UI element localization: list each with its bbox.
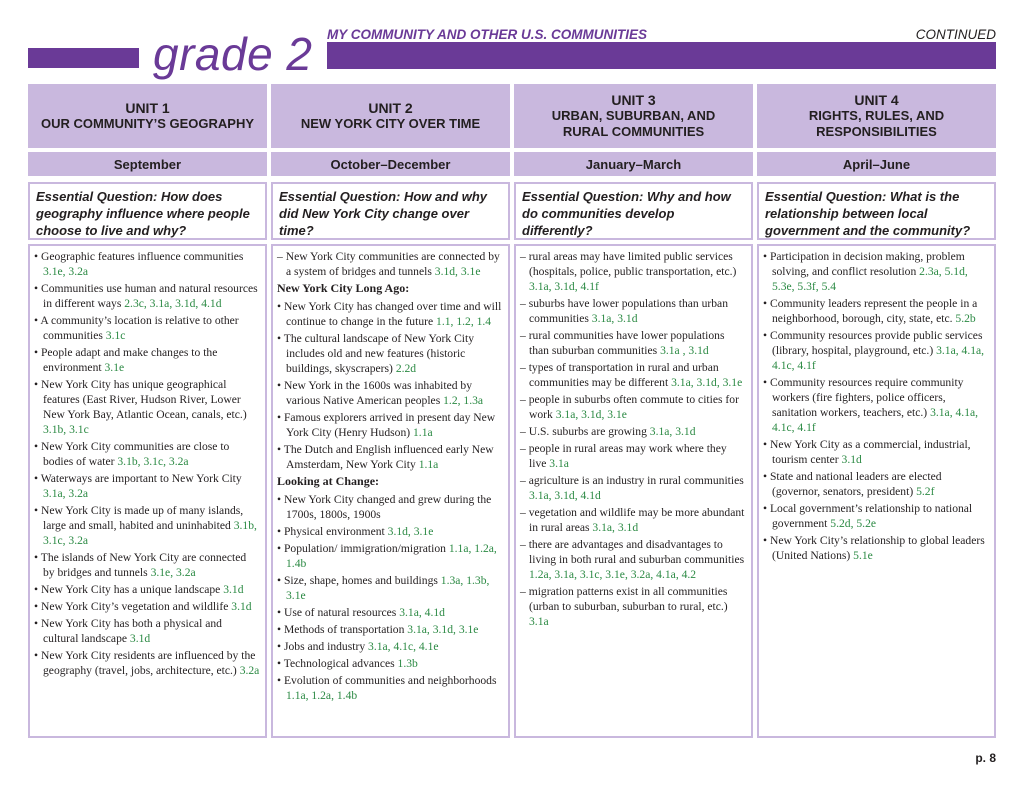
unit-title: URBAN, SUBURBAN, AND RURAL COMMUNITIES (551, 108, 716, 139)
standard-code: 5.2f (916, 485, 935, 498)
unit-content (757, 244, 996, 738)
item-text: • New York City has changed over time and will continue to change in the future (277, 300, 502, 328)
list-item (34, 377, 260, 437)
list-item (34, 471, 260, 501)
unit-title: OUR COMMUNITY’S GEOGRAPHY (40, 116, 255, 131)
standard-code: 3.1a, 4.1a, 4.1c, 4.1f (772, 344, 985, 372)
unit-number: UNIT 3 (611, 92, 656, 108)
list-item (277, 442, 503, 472)
item-text: • Technological advances (277, 657, 398, 670)
item-text: • New York City’s relationship to global leaders (United Nations) (763, 534, 985, 562)
list-item (277, 524, 503, 539)
item-text: • Evolution of communities and neighborhoods (277, 674, 497, 687)
standard-code: 3.1a , 3.1d (660, 344, 709, 357)
standard-code: 3.1a, 3.1d, 3.1e (555, 408, 627, 421)
page-number: p. 8 (975, 751, 996, 765)
standard-code: 3.1a, 3.1d (591, 312, 638, 325)
standard-code: 3.1a, 4.1d (399, 606, 445, 619)
standard-code: 3.1b, 3.1c, 3.2a (117, 455, 189, 468)
item-text: • Methods of transportation (277, 623, 408, 636)
standard-code: 3.1d (841, 453, 862, 466)
item-text: • Physical environment (277, 525, 388, 538)
essential-question-row (28, 182, 996, 240)
item-text: • The Dutch and English influenced early New Amsterdam, New York City (277, 443, 494, 471)
standard-code: 1.1a, 1.2a, 1.4b (286, 542, 497, 570)
essential-question: Essential Question: Why and how do communities develop differently? (514, 182, 753, 240)
unit-title: NEW YORK CITY OVER TIME (300, 116, 481, 131)
standard-code: 1.1, 1.2, 1.4 (436, 315, 492, 328)
item-text: • People adapt and make changes to the environment (34, 346, 218, 374)
standard-code: 5.2d, 5.2e (830, 517, 877, 530)
list-item (34, 550, 260, 580)
list-item (763, 249, 989, 294)
months-row (28, 152, 996, 176)
item-text: • Local government’s relationship to national government (763, 502, 973, 530)
standard-code: 3.1d (223, 583, 244, 596)
item-text: • Geographic features influence communities (34, 250, 244, 263)
unit-header (271, 84, 510, 148)
standard-code: 3.1c (105, 329, 126, 342)
standard-code: 3.1d (231, 600, 252, 613)
list-item (277, 378, 503, 408)
list-item (34, 249, 260, 279)
list-item (277, 622, 503, 637)
item-text: • Size, shape, homes and buildings (277, 574, 441, 587)
unit-number: UNIT 2 (368, 100, 413, 116)
standard-code: 3.1a (529, 615, 549, 628)
item-text: – rural communities have lower populations than suburban communities (520, 329, 725, 357)
standard-code: 3.1d (129, 632, 151, 645)
unit-title: RIGHTS, RULES, AND RESPONSIBILITIES (808, 108, 945, 139)
item-text: • Community leaders represent the people in a neighborhood, borough, city, state, etc. (763, 297, 978, 325)
list-item (277, 410, 503, 440)
item-text: – people in suburbs often commute to cities for work (520, 393, 739, 421)
unit-header (28, 84, 267, 148)
list-item (520, 584, 746, 629)
unit-months: October–December (271, 152, 510, 176)
list-item (763, 328, 989, 373)
section-subheading: New York City Long Ago: (277, 281, 410, 295)
list-item (763, 375, 989, 435)
list-item (520, 441, 746, 471)
standard-code: 1.3b (397, 657, 418, 670)
list-item (277, 299, 503, 329)
item-text: • New York City is made up of many islands, large and small, habited and uninhabited (34, 504, 244, 532)
item-text: • State and national leaders are elected (governor, senators, president) (763, 470, 942, 498)
list-item (520, 360, 746, 390)
item-text: • New York City’s vegetation and wildlife (34, 600, 232, 613)
item-text: • Use of natural resources (277, 606, 400, 619)
list-item (277, 541, 503, 571)
standard-code: 5.2b (955, 312, 976, 325)
standard-code: 1.1a (418, 458, 439, 471)
continued-label: CONTINUED (915, 27, 996, 42)
list-item (34, 599, 260, 614)
item-text: – vegetation and wildlife may be more abundant in rural areas (520, 506, 745, 534)
standard-code: 3.1b, 3.1c (43, 423, 89, 436)
standard-code: 1.2a, 3.1a, 3.1c, 3.1e, 3.2a, 4.1a, 4.2 (529, 568, 697, 581)
list-item (277, 331, 503, 376)
list-item (34, 345, 260, 375)
standard-code: 5.1e (853, 549, 873, 562)
grade-title: grade 2 (153, 28, 313, 80)
list-item (763, 437, 989, 467)
standard-code: 3.1d, 3.1e (387, 525, 434, 538)
list-item (520, 537, 746, 582)
item-text: • The cultural landscape of New York City includes old and new features (historic buildings, skyscrapers) (277, 332, 475, 375)
item-text: • New York City as a commercial, industrial, tourism center (763, 438, 971, 466)
standard-code: 3.1a, 3.1d (649, 425, 696, 438)
item-text: • A community’s location is relative to other communities (34, 314, 239, 342)
list-item (520, 392, 746, 422)
standard-code: 2.3a, 5.1d, 5.3e, 5.3f, 5.4 (772, 265, 968, 293)
unit-number: UNIT 1 (125, 100, 170, 116)
item-text: – New York City communities are connected by a system of bridges and tunnels (277, 250, 500, 278)
standard-code: 2.3c, 3.1a, 3.1d, 4.1d (124, 297, 222, 310)
curriculum-table (28, 84, 996, 738)
standard-code: 3.1e, 3.2a (150, 566, 196, 579)
standard-code: 3.1e, 3.2a (43, 265, 89, 278)
document-title: MY COMMUNITY AND OTHER U.S. COMMUNITIES (327, 27, 648, 42)
item-text: • New York City has unique geographical features (East River, Hudson River, Lower New York Bay, Atlantic Ocean, canals, etc.) (34, 378, 247, 421)
standard-code: 3.1a (549, 457, 569, 470)
standard-code: 3.1a, 4.1a, 4.1c, 4.1f (772, 406, 979, 434)
standard-code: 3.1a, 3.1d (592, 521, 639, 534)
item-text: • New York City has a unique landscape (34, 583, 224, 596)
list-item (34, 439, 260, 469)
list-item (277, 249, 503, 279)
list-item (277, 492, 503, 522)
item-text: • New York City communities are close to bodies of water (34, 440, 230, 468)
item-text: • New York City has both a physical and cultural landscape (34, 617, 222, 645)
item-text: • Waterways are important to New York City (34, 472, 242, 485)
list-item (277, 573, 503, 603)
list-item (34, 582, 260, 597)
item-text: • Community resources require community workers (fire fighters, police officers, sanitation workers, teachers, etc.) (763, 376, 964, 419)
unit-header (514, 84, 753, 148)
standard-code: 3.1b, 3.1c, 3.2a (43, 519, 257, 547)
standard-code: 3.1a, 4.1c, 4.1e (368, 640, 439, 653)
standard-code: 3.1a, 3.1d, 4.1d (529, 489, 601, 502)
essential-question: Essential Question: What is the relationship between local government and the community? (757, 182, 996, 240)
unit-months: September (28, 152, 267, 176)
item-text: • The islands of New York City are connected by bridges and tunnels (34, 551, 247, 579)
list-item (520, 505, 746, 535)
list-item (277, 656, 503, 671)
list-item (763, 501, 989, 531)
standard-code: 3.2a (239, 664, 260, 677)
list-item (520, 473, 746, 503)
list-item (277, 605, 503, 620)
unit-content (28, 244, 267, 738)
list-item (277, 639, 503, 654)
unit-months: April–June (757, 152, 996, 176)
item-text: • New York City residents are influenced by the geography (travel, jobs, architecture, etc.) (34, 649, 256, 677)
item-text: – there are advantages and disadvantages to living in both rural and suburban communities (520, 538, 745, 566)
standard-code: 1.1a (413, 426, 433, 439)
list-item (763, 296, 989, 326)
list-item (520, 249, 746, 294)
standard-code: 3.1a, 3.1d, 3.1e (407, 623, 479, 636)
list-item (277, 673, 503, 703)
essential-question: Essential Question: How and why did New York City change over time? (271, 182, 510, 240)
item-text: • New York in the 1600s was inhabited by various Native American peoples (277, 379, 473, 407)
standard-code: 2.2d (395, 362, 417, 375)
unit-number: UNIT 4 (854, 92, 899, 108)
unit-months: January–March (514, 152, 753, 176)
list-item (763, 469, 989, 499)
standard-code: 3.1a, 3.2a (43, 487, 89, 500)
item-text: – U.S. suburbs are growing (520, 425, 650, 438)
item-text: • Communities use human and natural resources in different ways (34, 282, 258, 310)
list-item (520, 296, 746, 326)
item-text: • Famous explorers arrived in present day New York City (Henry Hudson) (277, 411, 496, 439)
unit-content (514, 244, 753, 738)
list-item (34, 648, 260, 678)
item-text: • Jobs and industry (277, 640, 369, 653)
item-text: – migration patterns exist in all communities (urban to suburban, suburban to rural, etc.) (520, 585, 728, 613)
list-item (34, 503, 260, 548)
item-text: – suburbs have lower populations than urban communities (520, 297, 729, 325)
content-row (28, 244, 996, 738)
list-item (763, 533, 989, 563)
item-text: – rural areas may have limited public services (hospitals, police, public transportation, etc.) (520, 250, 737, 278)
unit-header (757, 84, 996, 148)
item-text: • New York City changed and grew during the 1700s, 1800s, 1900s (277, 493, 492, 521)
standard-code: 3.1a, 3.1d, 3.1e (671, 376, 743, 389)
unit-header-row (28, 84, 996, 148)
item-text: • Community resources provide public services (library, hospital, playground, etc.) (763, 329, 983, 357)
unit-content (271, 244, 510, 738)
item-text: – agriculture is an industry in rural communities (520, 474, 744, 487)
standard-code: 3.1a, 3.1d, 4.1f (529, 280, 599, 293)
list-item (520, 328, 746, 358)
list-item (520, 424, 746, 439)
section-subheading: Looking at Change: (277, 474, 380, 488)
header-bar-right (327, 42, 996, 69)
standard-code: 3.1e (104, 361, 125, 374)
standard-code: 3.1d, 3.1e (434, 265, 481, 278)
standard-code: 1.2, 1.3a (443, 394, 484, 407)
item-text: • Population/ immigration/migration (277, 542, 449, 555)
standard-code: 1.1a, 1.2a, 1.4b (286, 689, 358, 702)
header-bar-left (28, 48, 139, 68)
list-item (34, 281, 260, 311)
item-text: – types of transportation in rural and urban communities may be different (520, 361, 719, 389)
list-item (34, 616, 260, 646)
item-text: • Participation in decision making, problem solving, and conflict resolution (763, 250, 965, 278)
list-item (34, 313, 260, 343)
item-text: – people in rural areas may work where they live (520, 442, 727, 470)
essential-question: Essential Question: How does geography influence where people choose to live and why? (28, 182, 267, 240)
standard-code: 1.3a, 1.3b, 3.1e (286, 574, 490, 602)
